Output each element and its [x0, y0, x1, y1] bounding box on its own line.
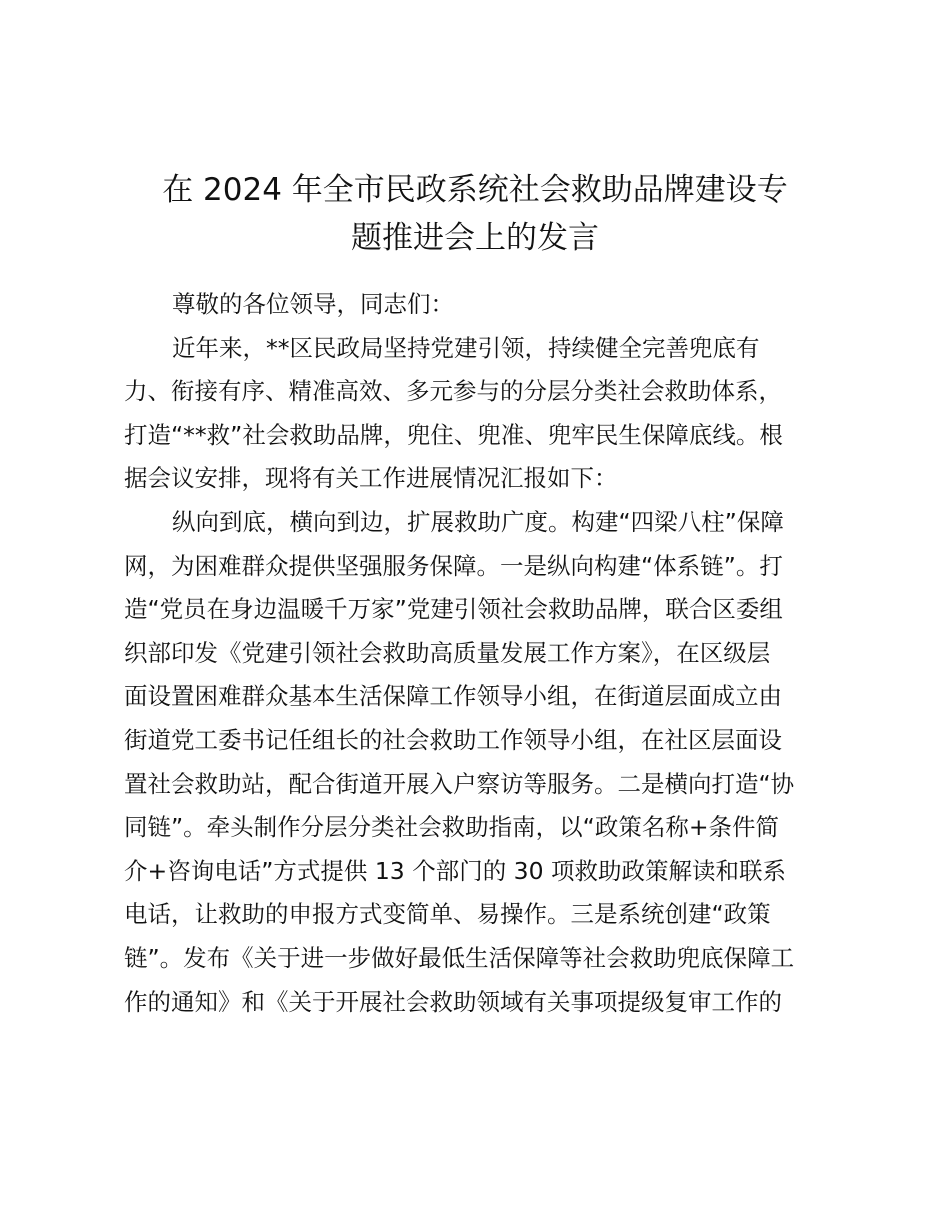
- paragraph-2-line-12: 作的通知》和《关于开展社会救助领域有关事项提级复审工作的: [124, 987, 782, 1016]
- paragraph-2-line-8: 同链”。牵头制作分层分类社会救助指南，以“政策名称+条件简: [124, 813, 780, 842]
- title-line-1: 在 2024 年全市民政系统社会救助品牌建设专: [162, 172, 788, 208]
- paragraph-1-line-1: 近年来，**区民政局坚持党建引领，持续健全完善兜底有: [172, 333, 760, 362]
- paragraph-1-line-3: 打造“**救”社会救助品牌，兜住、兜准、兜牢民生保障底线。根: [124, 420, 783, 449]
- document-title: [120, 166, 830, 262]
- paragraph-2-line-3: 造“党员在身边温暖千万家”党建引领社会救助品牌，联合区委组: [124, 595, 783, 624]
- paragraph-2-line-2: 网，为困难群众提供坚强服务保障。一是纵向构建“体系链”。打: [124, 551, 783, 580]
- paragraph-2-line-11: 链”。发布《关于进一步做好最低生活保障等社会救助兜底保障工: [124, 943, 795, 972]
- paragraph-2-line-10: 电话，让救助的申报方式变简单、易操作。三是系统创建“政策: [124, 900, 771, 929]
- paragraph-2-line-7: 置社会救助站，配合街道开展入户察访等服务。二是横向打造“协: [124, 769, 795, 798]
- paragraph-2-line-6: 街道党工委书记任组长的社会救助工作领导小组，在社区层面设: [124, 725, 782, 754]
- paragraph-1-line-4: 据会议安排，现将有关工作进展情况汇报如下：: [124, 464, 618, 493]
- paragraph-2-line-9: 介+咨询电话”方式提供 13 个部门的 30 项救助政策解读和联系: [124, 856, 787, 885]
- paragraph-2-line-1: 纵向到底，横向到边，扩展救助广度。构建“四梁八柱”保障: [172, 507, 784, 536]
- title-line-2: 题推进会上的发言: [351, 220, 599, 256]
- document-body: [124, 283, 834, 1024]
- salutation: 尊敬的各位领导，同志们：: [172, 290, 454, 318]
- paragraph-2-line-4: 织部印发《党建引领社会救助高质量发展工作方案》，在区级层: [124, 638, 771, 667]
- paragraph-2-line-5: 面设置困难群众基本生活保障工作领导小组，在街道层面成立由: [124, 682, 782, 711]
- paragraph-1-line-2: 力、衔接有序、精准高效、多元参与的分层分类社会救助体系，: [124, 377, 782, 406]
